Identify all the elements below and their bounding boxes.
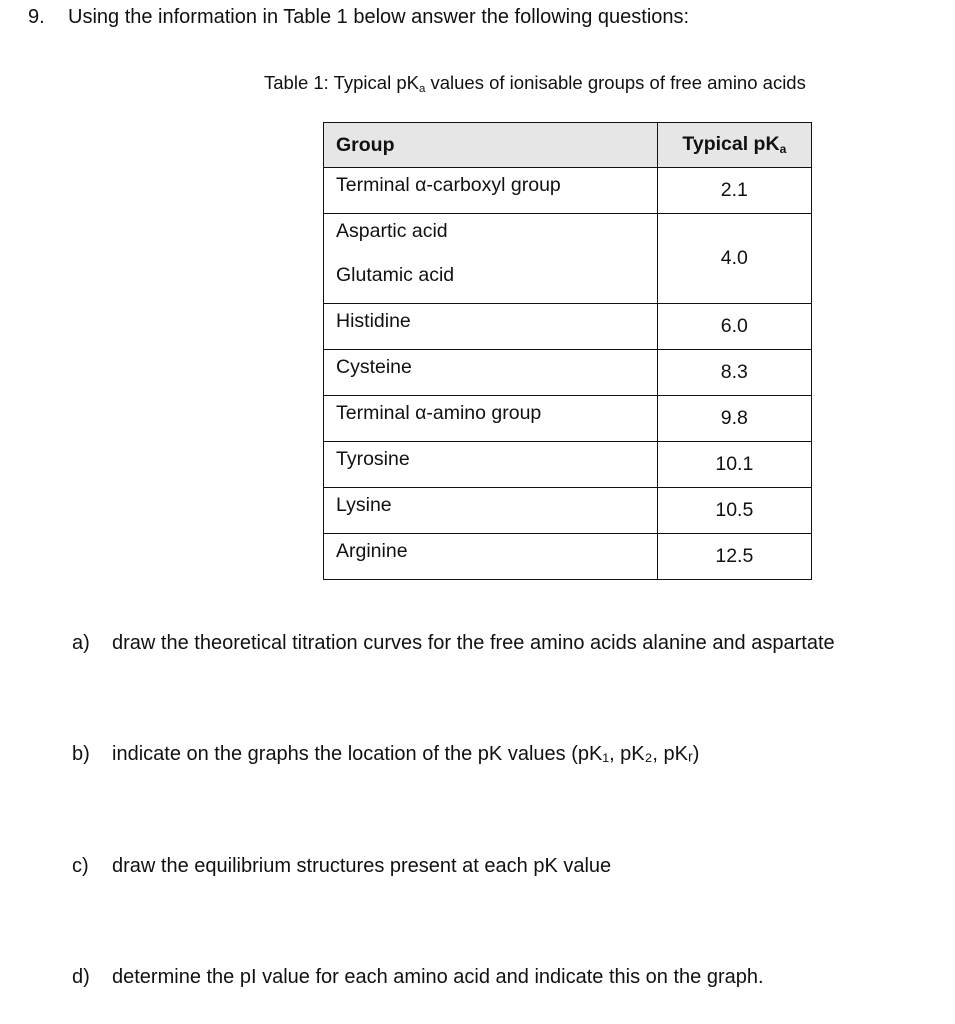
- table-row: [324, 488, 812, 534]
- part-text: draw the theoretical titration curves for the free amino acids alanine and aspartate: [112, 632, 835, 654]
- part-label: c): [72, 855, 89, 877]
- group-cell: [324, 214, 658, 304]
- part-label: b): [72, 743, 90, 765]
- part-c: [72, 855, 611, 878]
- table-row: [324, 534, 812, 580]
- question-number: 9.: [28, 6, 45, 28]
- group-cell: Terminal α-amino group: [324, 396, 658, 442]
- table-row: [324, 304, 812, 350]
- table-row: [324, 168, 812, 214]
- part-b: [72, 743, 699, 766]
- pka-value-cell: 12.5: [657, 534, 811, 580]
- caption-suffix: values of ionisable groups of free amino acids: [425, 72, 806, 93]
- header-typical-pka: [657, 123, 811, 168]
- pka-value-cell: 10.1: [657, 442, 811, 488]
- table-row: [324, 396, 812, 442]
- pka-value-cell: 9.8: [657, 396, 811, 442]
- table-row: [324, 350, 812, 396]
- caption-subscript: a: [418, 82, 426, 95]
- group-cell: Histidine: [324, 304, 658, 350]
- pka-value-cell: 2.1: [657, 168, 811, 214]
- part-text: determine the pI value for each amino acid and indicate this on the graph.: [112, 966, 764, 988]
- group-cell: Terminal α-carboxyl group: [324, 168, 658, 214]
- part-text: indicate on the graphs the location of the pK values (pK₁, pK₂, pKᵣ): [112, 743, 700, 765]
- header-value-subscript: a: [779, 142, 787, 157]
- question-text: Using the information in Table 1 below answer the following questions:: [68, 6, 690, 28]
- part-label: d): [72, 966, 90, 988]
- pka-value-cell: 10.5: [657, 488, 811, 534]
- group-cell: Tyrosine: [324, 442, 658, 488]
- part-d: [72, 966, 764, 989]
- group-line: Glutamic acid: [336, 264, 455, 286]
- table-header-row: [324, 123, 812, 168]
- header-value-prefix: Typical pK: [682, 133, 780, 156]
- caption-prefix: Table 1: Typical pK: [264, 72, 419, 93]
- part-text: draw the equilibrium structures present at each pK value: [112, 855, 612, 877]
- part-a: [72, 632, 835, 655]
- group-cell: Lysine: [324, 488, 658, 534]
- pka-value-cell: 6.0: [657, 304, 811, 350]
- pka-table: [323, 122, 812, 580]
- question-heading: [28, 6, 689, 29]
- group-cell: Cysteine: [324, 350, 658, 396]
- group-cell: Arginine: [324, 534, 658, 580]
- pka-value-cell: 8.3: [657, 350, 811, 396]
- part-label: a): [72, 632, 90, 654]
- header-group: Group: [324, 123, 658, 168]
- pka-value-cell: 4.0: [657, 214, 811, 304]
- table-row: [324, 442, 812, 488]
- group-line: Aspartic acid: [336, 220, 448, 242]
- table-row: [324, 214, 812, 304]
- table-caption: [264, 72, 806, 95]
